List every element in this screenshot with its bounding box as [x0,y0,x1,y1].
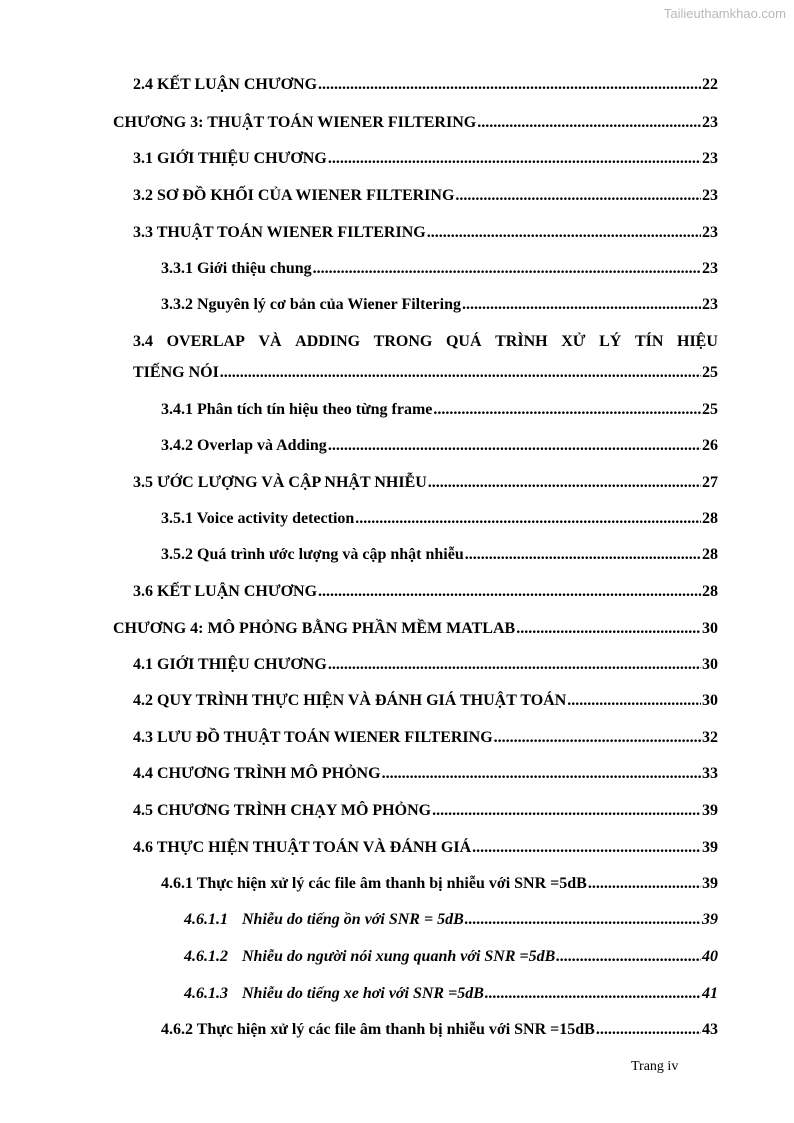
toc-entry-page: 23 [702,187,718,204]
toc-entry[interactable] [161,296,718,318]
toc-entry[interactable] [133,729,718,751]
toc-entry-title: 3.4.2 Overlap và Adding [161,437,327,454]
toc-entry-title: CHƯƠNG 3: THUẬT TOÁN WIENER FILTERING [113,114,477,131]
toc-entry-page: 25 [702,364,718,381]
toc-entry-page: 39 [702,839,718,856]
toc-entry-title: 3.5.1 Voice activity detection [161,510,355,527]
toc-entry[interactable] [133,150,718,172]
toc-entry-title: 3.3.1 Giới thiệu chung [161,260,312,277]
toc-leader-dots [428,474,701,492]
toc-entry-page: 22 [702,76,718,93]
toc-entry[interactable] [133,583,718,605]
toc-word: OVERLAP [166,333,245,350]
toc-entry[interactable] [133,839,718,861]
toc-word: HIỆU [677,333,718,350]
toc-entry-title: 2.4 KẾT LUẬN CHƯƠNG [133,76,318,93]
toc-entry-page: 40 [702,948,718,965]
toc-entry[interactable] [113,620,718,642]
toc-leader-dots [328,437,701,455]
toc-leader-dots [465,546,701,564]
toc-entry-title: 3.3 THUẬT TOÁN WIENER FILTERING [133,224,426,241]
toc-entry-number: 4.6.1.1 [184,911,228,928]
toc-entry-title: 3.5.2 Quá trình ước lượng và cập nhật nhiễu [161,546,464,563]
toc-leader-dots [485,985,701,1003]
toc-entry-wrapped-line[interactable] [133,333,718,351]
toc-leader-dots [433,401,701,419]
toc-leader-dots [355,510,701,528]
toc-entry-title: Nhiễu do người nói xung quanh với SNR =5dB [242,948,556,965]
toc-entry-title: 4.1 GIỚI THIỆU CHƯƠNG [133,656,327,673]
toc-entry-number: 4.6.1.2 [184,948,228,965]
toc-entry[interactable] [161,546,718,568]
toc-leader-dots [220,364,701,382]
toc-leader-dots [596,1021,701,1039]
toc-entry-page: 25 [702,401,718,418]
toc-entry-title: 3.2 SƠ ĐỒ KHỐI CỦA WIENER FILTERING [133,187,455,204]
toc-leader-dots [318,583,701,601]
toc-entry-title: TIẾNG NÓI [133,364,219,381]
toc-word: LÝ [599,333,622,350]
toc-entry[interactable] [184,985,718,1007]
toc-leader-dots [328,656,701,674]
toc-entry-page: 39 [702,802,718,819]
toc-entry-page: 43 [702,1021,718,1038]
toc-entry-page: 28 [702,546,718,563]
toc-entry[interactable] [133,802,718,824]
toc-entry-title: 4.5 CHƯƠNG TRÌNH CHẠY MÔ PHỎNG [133,802,432,819]
toc-entry-page: 33 [702,765,718,782]
toc-entry-title: 4.4 CHƯƠNG TRÌNH MÔ PHỎNG [133,765,381,782]
toc-leader-dots [472,839,701,857]
toc-entry[interactable] [161,875,718,897]
toc-entry-page: 26 [702,437,718,454]
toc-entry[interactable] [184,911,718,933]
toc-entry[interactable] [133,474,718,496]
toc-entry[interactable] [113,114,718,136]
toc-leader-dots [516,620,701,638]
toc-word: TRÌNH [495,333,548,350]
toc-entry[interactable] [161,1021,718,1043]
toc-entry-page: 41 [702,985,718,1002]
toc-leader-dots [462,296,701,314]
toc-leader-dots [318,76,701,94]
toc-entry[interactable] [133,692,718,714]
toc-entry-title: Nhiễu do tiếng xe hơi với SNR =5dB [242,985,484,1002]
toc-entry[interactable] [161,401,718,423]
toc-entry-page: 30 [702,692,718,709]
toc-entry-page: 27 [702,474,718,491]
toc-entry[interactable] [133,224,718,246]
toc-entry-page: 23 [702,260,718,277]
toc-word: XỬ [561,333,586,350]
toc-entry-title: 3.3.2 Nguyên lý cơ bản của Wiener Filtering [161,296,461,313]
toc-entry-title: 3.4.1 Phân tích tín hiệu theo từng frame [161,401,433,418]
toc-entry-page: 30 [702,620,718,637]
toc-entry-title: 3.5 ƯỚC LƯỢNG VÀ CẬP NHẬT NHIỄU [133,474,427,491]
toc-entry-page: 23 [702,224,718,241]
toc-entry[interactable] [133,656,718,678]
toc-leader-dots [432,802,701,820]
toc-entry-title: 3.6 KẾT LUẬN CHƯƠNG [133,583,318,600]
toc-entry-title: 3.1 GIỚI THIỆU CHƯƠNG [133,150,327,167]
toc-entry[interactable] [161,260,718,282]
toc-entry-title: 4.2 QUY TRÌNH THỰC HIỆN VÀ ĐÁNH GIÁ THUẬT TOÁN [133,692,567,709]
toc-leader-dots [477,114,701,132]
toc-leader-dots [588,875,701,893]
toc-entry-page: 39 [702,911,718,928]
toc-entry-title: 4.6.2 Thực hiện xử lý các file âm thanh bị nhiễu với SNR =15dB [161,1021,595,1038]
toc-word: ADDING [295,333,361,350]
toc-leader-dots [328,150,701,168]
toc-entry-title: 4.3 LƯU ĐỒ THUẬT TOÁN WIENER FILTERING [133,729,493,746]
toc-word: VÀ [258,333,282,350]
toc-leader-dots [494,729,701,747]
toc-word: TÍN [634,333,664,350]
toc-entry[interactable] [161,437,718,459]
toc-entry-title: Nhiễu do tiếng ồn với SNR = 5dB [242,911,464,928]
toc-entry-page: 32 [702,729,718,746]
page-footer: Trang iv [631,1059,679,1074]
toc-leader-dots [427,224,701,242]
toc-entry[interactable] [133,364,718,386]
toc-word: TRONG [373,333,433,350]
toc-leader-dots [556,948,701,966]
toc-leader-dots [465,911,701,929]
toc-entry-page: 39 [702,875,718,892]
toc-entry[interactable] [161,510,718,532]
toc-entry-number: 4.6.1.3 [184,985,228,1002]
toc-entry-page: 23 [702,114,718,131]
toc-entry[interactable] [133,765,718,787]
toc-entry[interactable] [184,948,718,970]
toc-leader-dots [455,187,701,205]
toc-leader-dots [567,692,701,710]
toc-entry-page: 30 [702,656,718,673]
toc-entry-title: CHƯƠNG 4: MÔ PHỎNG BẰNG PHẦN MỀM MATLAB [113,620,516,637]
toc-leader-dots [382,765,701,783]
toc-word: QUÁ [445,333,482,350]
toc-entry[interactable] [133,76,718,98]
watermark: Tailieuthamkhao.com [663,6,786,21]
toc-entry-page: 23 [702,296,718,313]
toc-entry-title: 4.6 THỰC HIỆN THUẬT TOÁN VÀ ĐÁNH GIÁ [133,839,472,856]
toc-word: 3.4 [133,333,153,350]
toc-entry-page: 23 [702,150,718,167]
toc-entry-title: 4.6.1 Thực hiện xử lý các file âm thanh bị nhiễu với SNR =5dB [161,875,587,892]
toc-entry-page: 28 [702,583,718,600]
toc-leader-dots [313,260,701,278]
toc-entry[interactable] [133,187,718,209]
toc-entry-page: 28 [702,510,718,527]
